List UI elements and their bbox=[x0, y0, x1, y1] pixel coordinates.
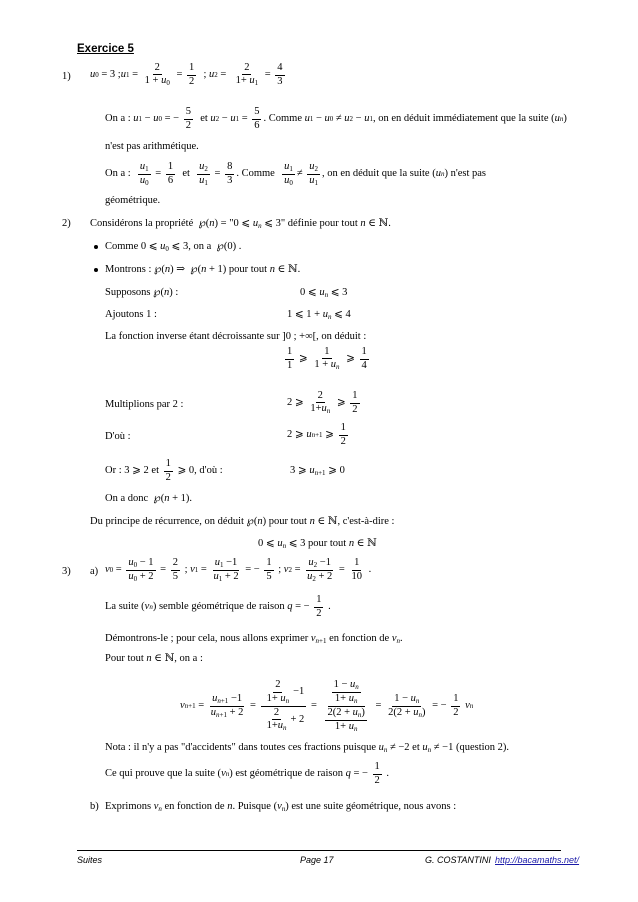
q3-proves: Ce qui prouve que la suite ( v n ) est géométrique de raison q = − $\frac{1}{2}$ . bbox=[105, 761, 390, 786]
q2-or-label: Or : 3 ⩾ 2 et $\frac{1}{2}$ ⩾ 0, d'où : bbox=[105, 458, 223, 483]
q2-conclude: On a donc ℘(n + 1). bbox=[105, 493, 193, 504]
footer-section: Suites bbox=[77, 855, 103, 865]
q1-label: 1) bbox=[62, 71, 71, 82]
bullet-dot bbox=[94, 268, 98, 272]
q3-a-line: v 0 = $\frac{u_0 - 1}{u_0 + 2}$ = $\frac{2}{5}$ ; v 1 = $\frac{u_1 -1}{u_1 + 2}$ = − $\frac{1}{5}$ ; v 2 = $\frac{u_2 -1}{u_2 + 2}$ = $\frac{1}{10}$ . bbox=[105, 556, 372, 583]
bullet-dot bbox=[94, 245, 98, 249]
q1-arith-line: On a : u 1 − u 0 = − $\frac{5}{2}$ et u 2 − u 1 = $\frac{5}{6}$ . Comme u 1 − u 0 ≠ u 2 − u 1 , on en déduit immédiatement que la suite ( u n ) bbox=[105, 106, 567, 131]
q1-line1: u 0 = 3 ; u 1 = $\frac{2}{1 + u_0}$ = $\frac{1}{2}$ ; u 2 = $\frac{2}{1+ u_1}$ = $\frac{4}{3}$ bbox=[90, 61, 283, 88]
q2-intro: Considérons la propriété ℘(n) = "0 ⩽ $u_n$ ⩽ 3" définie pour tout n ∈ ℕ. bbox=[90, 218, 391, 230]
q3-part-b: b) bbox=[90, 801, 99, 812]
q1-geo-line2: géométrique. bbox=[105, 195, 161, 206]
q2-or-math: 3 ⩾ $u_{n+1}$ ⩾ 0 bbox=[290, 465, 345, 477]
q2-mult-math: 2 ⩾ $\frac{2}{1+u_n}$ ⩾ $\frac{1}{2}$ bbox=[287, 389, 358, 416]
q3-demo: Démontrons-le ; pour cela, nous allons exprimer $v_{n+1}$ en fonction de $v_n$. bbox=[105, 633, 403, 645]
q2-inverse-math: $\frac{1}{1}$ ⩾ $\frac{1}{1 + u_n}$ ⩾ $\frac{1}{4}$ bbox=[287, 345, 367, 372]
page-title: Exercice 5 bbox=[77, 43, 134, 55]
q2-mult-label: Multiplions par 2 : bbox=[105, 399, 184, 410]
q2-donc-math: 2 ⩾ u n+1 ⩾ $\frac{1}{2}$ bbox=[287, 422, 346, 447]
footer-rule bbox=[77, 850, 561, 851]
q2-final: 0 ⩽ $u_n$ ⩽ 3 pour tout n ∈ ℕ bbox=[258, 538, 377, 550]
q3-b-line: Exprimons $v_n$ en fonction de n. Puisque $(v_n)$ est une suite géométrique, nous avons : bbox=[105, 801, 457, 813]
q3-forall: Pour tout n ∈ ℕ, on a : bbox=[105, 653, 203, 664]
q2-bullet1: Comme 0 ⩽ $u_0$ ⩽ 3, on a ℘(0) . bbox=[105, 241, 242, 253]
q2-suppose-math: 0 ⩽ $u_n$ ⩽ 3 bbox=[300, 287, 348, 299]
q2-inverse-text: La fonction inverse étant décroissante sur ]0 ; +∞[, on déduit : bbox=[105, 331, 367, 342]
q2-recurrence: Du principe de récurrence, on déduit ℘(n) pour tout n ∈ ℕ, c'est-à-dire : bbox=[90, 516, 395, 527]
q2-add-math: 1 ⩽ $1 + u_n$ ⩽ 4 bbox=[287, 309, 351, 321]
footer-link[interactable]: http://bacamaths.net/ bbox=[495, 855, 580, 865]
q3-note: Nota : il n'y a pas "d'accidents" dans toutes ces fractions puisque $u_n \ne -2$ et $u_n \ne -1$ (question 2). bbox=[105, 742, 510, 754]
q2-bullet2: Montrons : ℘(n) ⇒ ℘(n + 1) pour tout n ∈ ℕ. bbox=[105, 264, 301, 275]
q3-big-formula: v n+1 = $\frac{u_{n+1} -1}{u_{n+1} + 2}$ = $\frac{2}{1+ u_n}$ −1 $\frac{2}{1+u_n}$ + 2 = $\frac{\frac{1 - u_n}{1+ u_n}}{\frac{2(2 + u_n)}{1+ u_n}}$ = $\frac{1 - u_n}{2(2 + u_n)}$ = − $\frac{1}{2}$ v n bbox=[180, 678, 474, 733]
q1-geo-line: On a : $\frac{u_1}{u_0}$ = $\frac{1}{6}$ et $\frac{u_2}{u_1}$ = $\frac{8}{3}$ . Comme $\frac{u_1}{u_0}$ ≠ $\frac{u_2}{u_1}$ , on en déduit que la suite ( u n ) n'est pas bbox=[105, 160, 487, 187]
q2-label: 2) bbox=[62, 218, 71, 229]
q2-donc-label: D'où : bbox=[105, 431, 131, 442]
footer-author: G. COSTANTINI bbox=[425, 855, 491, 865]
q3-part-a: a) bbox=[90, 566, 99, 577]
q2-suppose-label: Supposons ℘(n) : bbox=[105, 287, 179, 298]
q3-label: 3) bbox=[62, 566, 71, 577]
q2-add-label: Ajoutons 1 : bbox=[105, 309, 157, 320]
footer-page-number: Page 17 bbox=[300, 855, 334, 865]
q3-seems: La suite ( v n ) semble géométrique de raison q = − $\frac{1}{2}$ . bbox=[105, 594, 331, 619]
q1-arith-line2: n'est pas arithmétique. bbox=[105, 141, 199, 152]
